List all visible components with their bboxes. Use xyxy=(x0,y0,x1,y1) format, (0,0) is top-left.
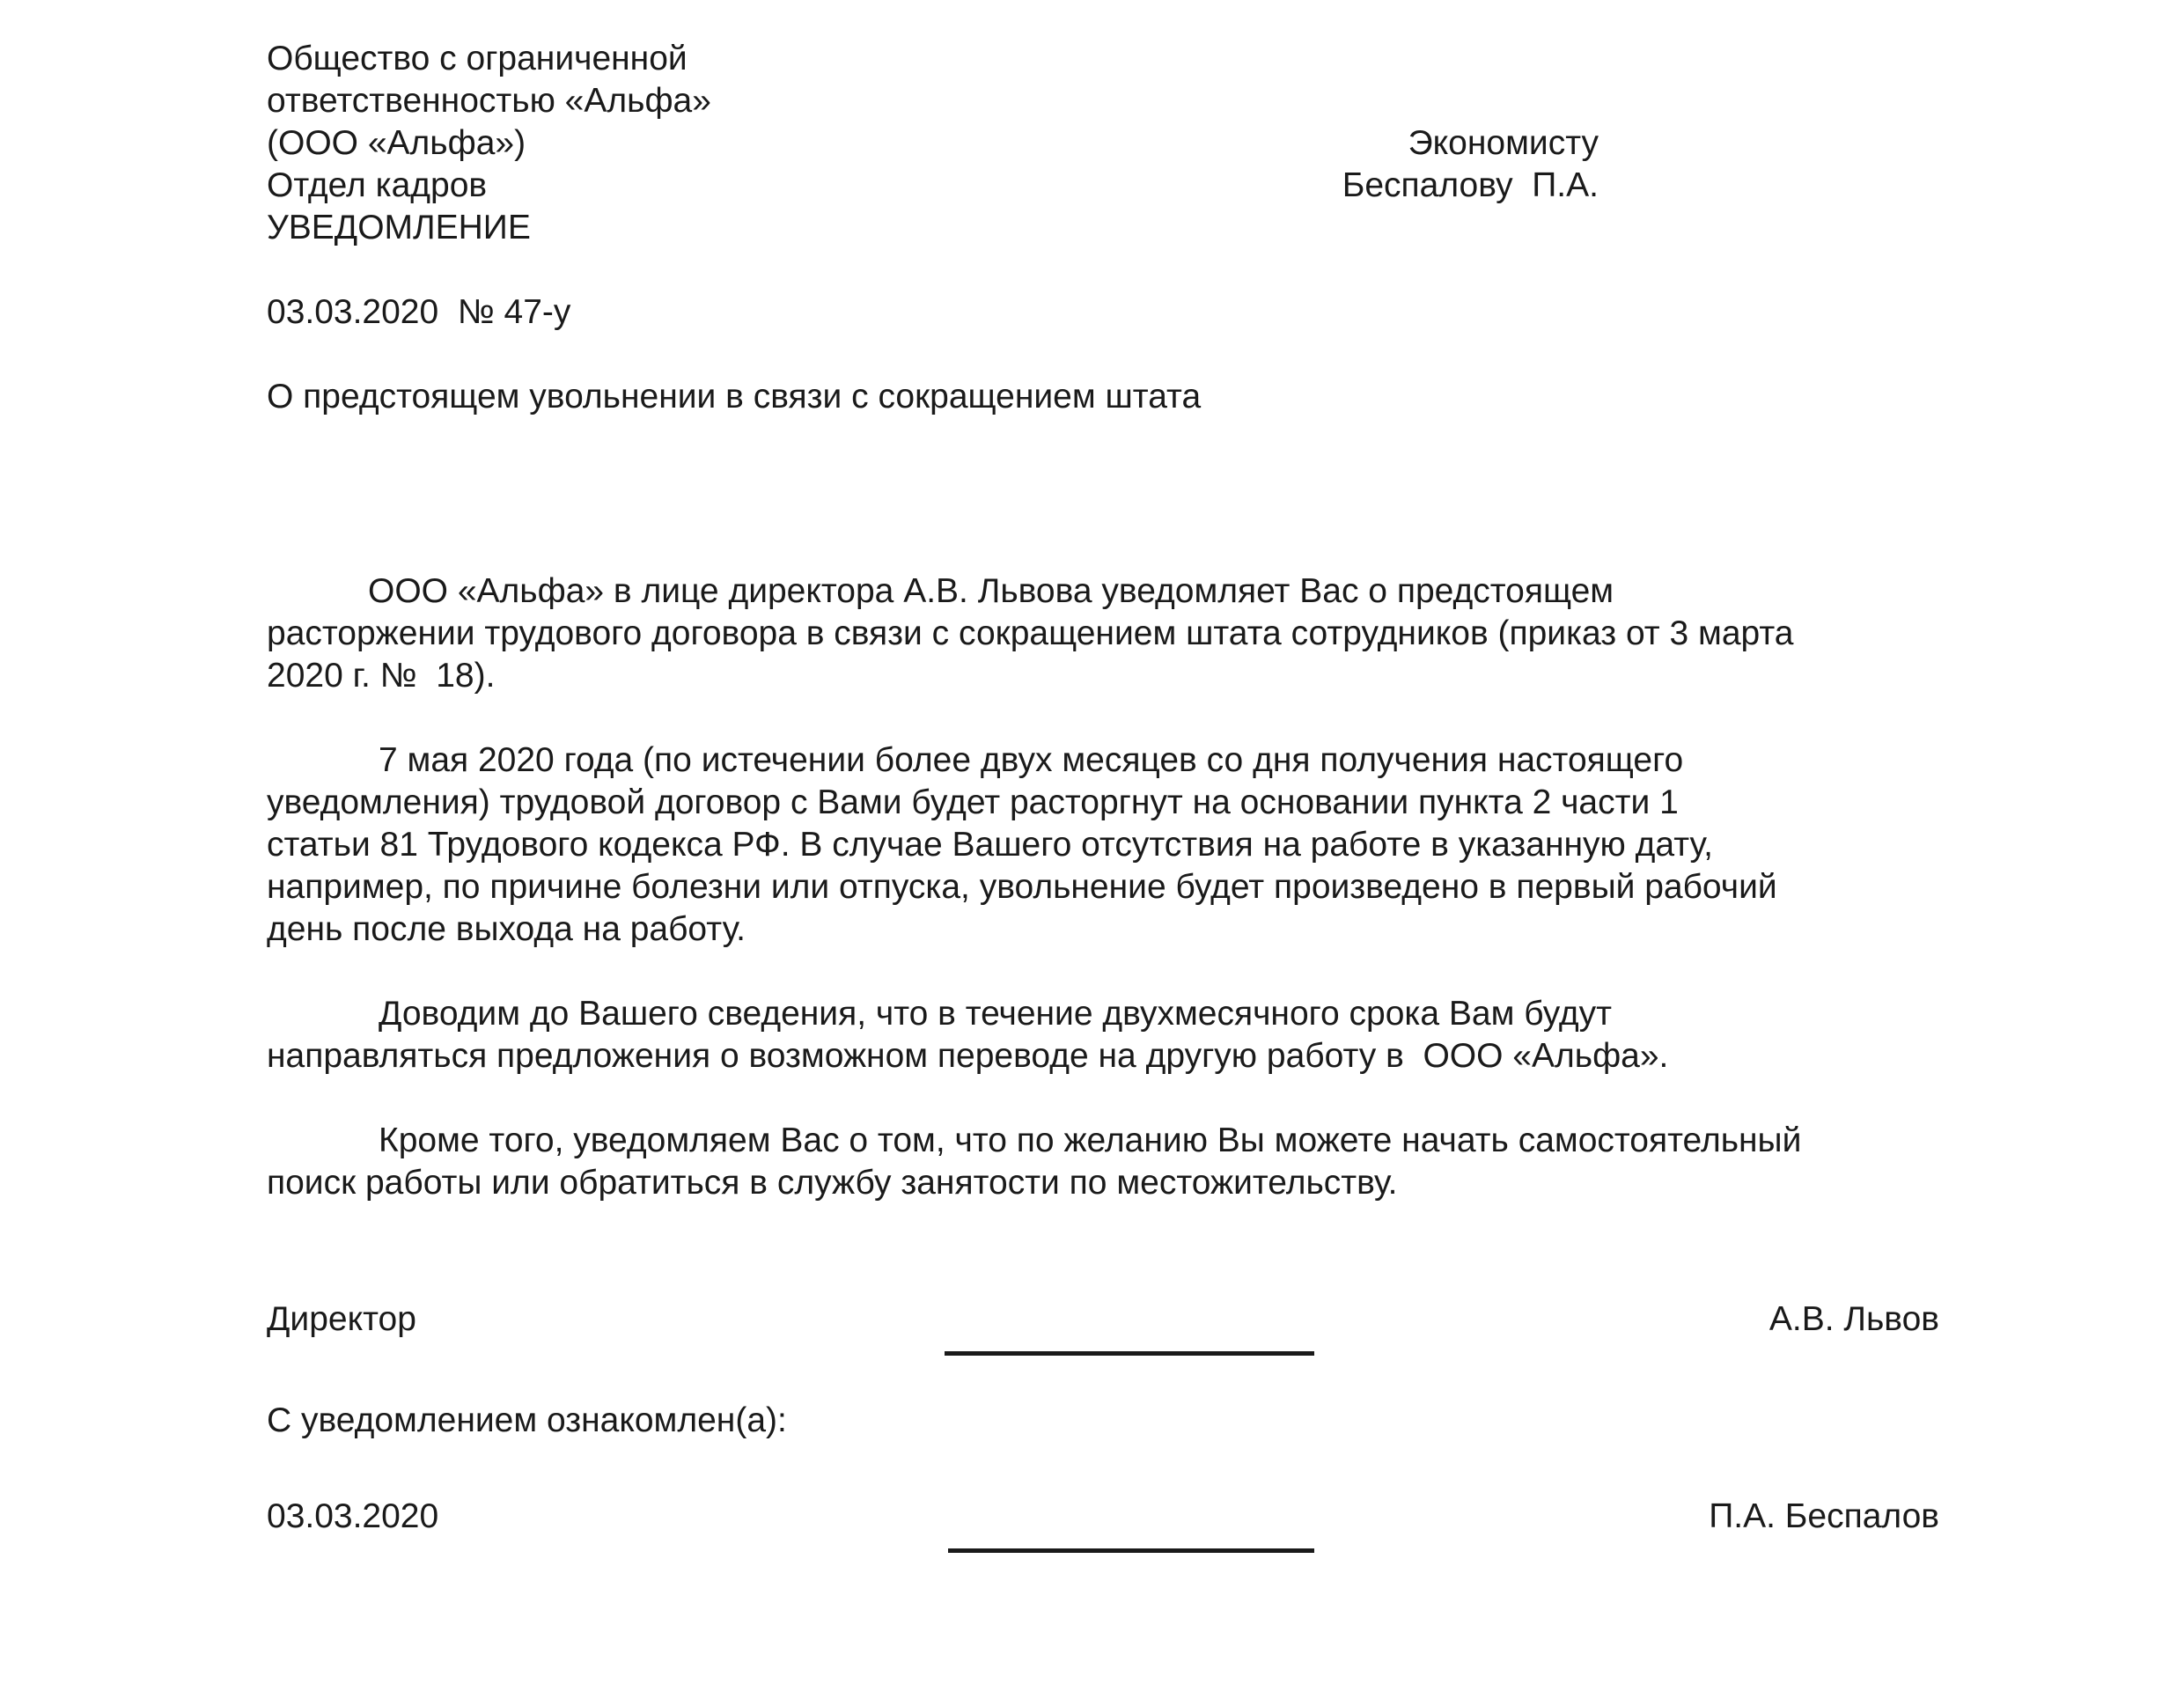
document-type: УВЕДОМЛЕНИЕ xyxy=(267,209,531,246)
director-title: Директор xyxy=(267,1300,416,1338)
employee-name: П.А. Беспалов xyxy=(1709,1497,1939,1535)
paragraph-line: расторжении трудового договора в связи с сокращением штата сотрудников (приказ от 3 марта xyxy=(267,614,1794,652)
addressee-position: Экономисту xyxy=(1408,124,1599,162)
paragraph-line: день после выхода на работу. xyxy=(267,910,746,948)
paragraph-line: 7 мая 2020 года (по истечении более двух месяцев со дня получения настоящего xyxy=(379,741,1684,779)
paragraph-line: статьи 81 Трудового кодекса РФ. В случае Вашего отсутствия на работе в указанную дату, xyxy=(267,826,1713,864)
paragraph-line: Доводим до Вашего сведения, что в течение двухмесячного срока Вам будут xyxy=(379,995,1613,1033)
paragraph-line: 2020 г. № 18). xyxy=(267,657,496,695)
body-paragraph-1 xyxy=(267,570,1939,697)
department: Отдел кадров xyxy=(267,166,488,204)
acknowledgement-date: 03.03.2020 xyxy=(267,1497,439,1535)
addressee-name: Беспалову П.А. xyxy=(1342,166,1599,204)
paragraph-line: направляться предложения о возможном переводе на другую работу в ООО «Альфа». xyxy=(267,1037,1669,1075)
paragraph-line: поиск работы или обратиться в службу занятости по местожительству. xyxy=(267,1164,1398,1202)
employee-signature-line xyxy=(948,1548,1314,1553)
org-line-3: (ООО «Альфа») xyxy=(267,124,526,162)
director-name: А.В. Львов xyxy=(1769,1300,1939,1338)
paragraph-line: Кроме того, уведомляем Вас о том, что по желанию Вы можете начать самостоятельный xyxy=(379,1121,1802,1159)
paragraph-line: например, по причине болезни или отпуска, увольнение будет произведено в первый рабочий xyxy=(267,868,1777,906)
date-number: 03.03.2020 № 47-у xyxy=(267,293,571,331)
director-signature-line xyxy=(945,1351,1314,1356)
acknowledged-label: С уведомлением ознакомлен(а): xyxy=(267,1401,787,1439)
paragraph-line: уведомления) трудовой договор с Вами будет расторгнут на основании пункта 2 части 1 xyxy=(267,783,1679,821)
org-line-1: Общество с ограниченной xyxy=(267,40,688,77)
paragraph-line: ООО «Альфа» в лице директора А.В. Львова уведомляет Вас о предстоящем xyxy=(368,572,1614,610)
body-paragraph-3 xyxy=(267,993,1939,1077)
org-line-2: ответственностью «Альфа» xyxy=(267,82,711,120)
body-paragraph-4 xyxy=(267,1120,1939,1204)
body-paragraph-2 xyxy=(267,739,1939,951)
subject: О предстоящем увольнении в связи с сокращением штата xyxy=(267,378,1202,415)
